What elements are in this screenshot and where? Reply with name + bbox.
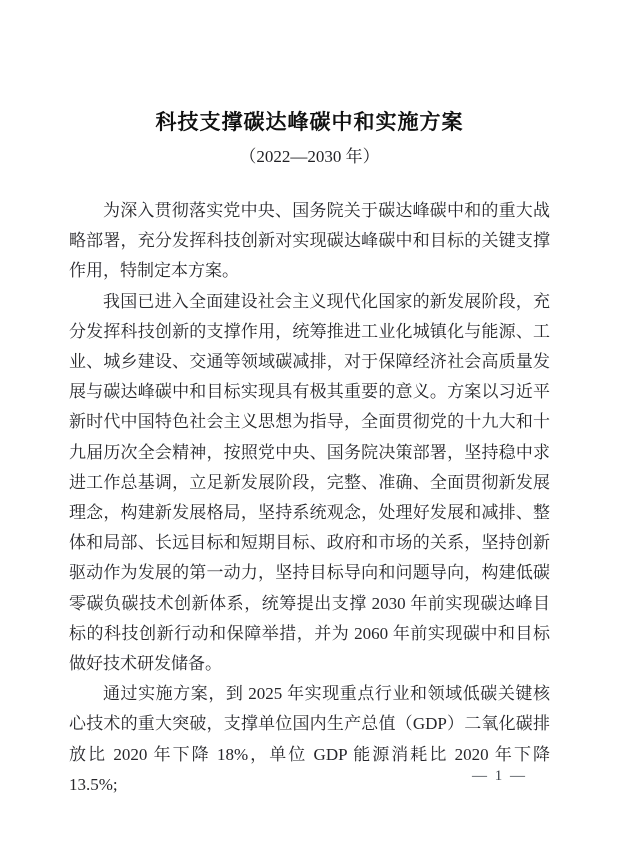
paragraph-2025-goals: 通过实施方案，到 2025 年实现重点行业和领域低碳关键核心技术的重大突破，支撑单位国内生产总值（GDP）二氧化碳排放比 2020 年下降 18%，单位 GDP 能源消耗比 2020 年下降 13.5%; xyxy=(69,684,550,794)
document-content xyxy=(69,106,550,800)
page-number: — 1 — xyxy=(472,768,527,784)
document-subtitle: （2022—2030 年） xyxy=(239,147,380,166)
paragraph-guiding-principles: 我国已进入全面建设社会主义现代化国家的新发展阶段，充分发挥科技创新的支撑作用，统筹推进工业化城镇化与能源、工业、城乡建设、交通等领域碳减排，对于保障经济社会高质量发展与碳达峰碳中和目标实现具有极其重要的意义。方案以习近平新时代中国特色社会主义思想为指导，全面贯彻党的十九大和十九届历次全会精神，按照党中央、国务院决策部署，坚持稳中求进工作总基调，立足新发展阶段，完整、准确、全面贯彻新发展理念，构建新发展格局，坚持系统观念，处理好发展和减排、整体和局部、长远目标和短期目标、政府和市场的关系，坚持创新驱动作为发展的第一动力，坚持目标导向和问题导向，构建低碳零碳负碳技术创新体系，统筹提出支撑 2030 年前实现碳达峰目标的科技创新行动和保障举措，并为 2060 年前实现碳中和目标做好技术研发储备。 xyxy=(69,291,550,674)
document-body xyxy=(69,196,550,800)
document-title: 科技支撑碳达峰碳中和实施方案 xyxy=(155,110,464,134)
paragraph-intro: 为深入贯彻落实党中央、国务院关于碳达峰碳中和的重大战略部署，充分发挥科技创新对实现碳达峰碳中和目标的关键支撑作用，特制定本方案。 xyxy=(69,201,550,281)
